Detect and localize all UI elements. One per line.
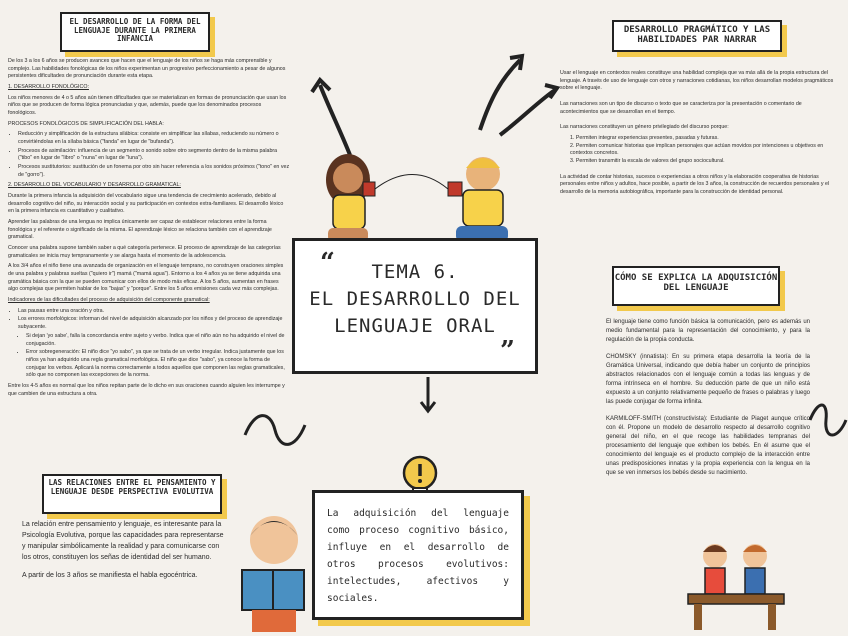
left-p3: Durante la primera infancia la adquisición del vocabulario sigue una tendencia de crecimiento acelerado, debido al desarrollo cognitivo del niño, su interacción social y su participación en contextos extra-familiares. El desarrollo léxico en la primera infancia es cuantitativo y cualitativo. <box>8 193 284 215</box>
list-item: 3. Permiten transmitir la escala de valores del grupo sociocultural. <box>570 158 725 165</box>
list-item: • Los errores morfológicos: informan del nivel de adquisición alcanzado por los niños y del proceso de aprendizaje subyacente. <box>18 316 290 331</box>
quote-close-icon: ” <box>500 336 515 366</box>
center-statement-box <box>312 490 524 620</box>
left-p1: De los 3 a los 6 años se producen avances que hacen que el lenguaje de los niños se haga más comprensible y complejo. Las habilidades fonológicas de los niños experimentan un progresivo perfeccionamiento a pesar de algunos persistentes dificultades de pronunciación durante esta etapa. <box>8 58 286 80</box>
main-title-line3: LENGUAJE ORAL <box>334 315 496 337</box>
phono-process-list <box>8 131 290 179</box>
left-column-text <box>8 58 290 401</box>
left-h4: Indicadores de las dificultades del proceso de adquisición del componente gramatical: <box>8 297 210 304</box>
left-h2: PROCESOS FONOLÓGICOS DE SIMPLIFICACIÓN DEL HABLA: <box>8 120 164 127</box>
left-bottom-p2: A partir de los 3 años se manifiesta el habla egocéntrica. <box>22 572 198 580</box>
center-statement: La adquisición del lenguaje como proceso cognitivo básico, influye en el desarrollo de otros procesos evolutivos: intelectudes, afectivos y sociales. <box>327 508 509 605</box>
title-box-pragmatico <box>612 20 782 52</box>
list-item: • Procesos de asimilación: influencia de un segmento o sonido sobre otro segmento dentro de la misma palabra ("tibo" en lugar de "libro" o "nuna" en lugar de "luna"). <box>18 148 290 163</box>
right-p3: Las narraciones constituyen un género privilegiado del discurso porque: <box>560 124 729 131</box>
left-bottom-text <box>22 520 228 585</box>
main-title-line1: TEMA 6. <box>371 261 459 283</box>
list-item: • Error sobregeneración: El niño dice "yo sabo", ya que se trata de un verbo irregular. Indica justamente que los niños ya han adquirido una regla gramatical morfológica. El niño que dice "sabo", ya conoce la forma de conjugar los verbos. Aplicará la norma correctamente a todos aquellos que componen las reglas gramaticales, sólo que no componen las excepciones de la norma. <box>26 349 290 380</box>
right-p1: Usar el lenguaje en contextos reales constituye una habilidad compleja que va más allá de la propia estructura del lenguaje. A través de uso de lenguaje con otros y narraciones cotidianas, los niños desarrollan modelos pragmáticos sobre el lenguaje. <box>560 70 834 92</box>
list-item: 2. Permiten comunicar historias que implican personajes que actúan movidos por intenciones u objetivos en contextos concretos. <box>570 142 824 157</box>
right-column-text <box>560 70 838 200</box>
left-bottom-p1: La relación entre pensamiento y lenguaje, es interesante para la Psicología Evolutiva, porque las capacidades para representarse y manipular simbólicamente la realidad y para comunicarse con los otros, constituyen los señas de identidad del ser humano. <box>22 521 224 561</box>
title-box-infancia <box>60 12 210 52</box>
right-p2: Las narraciones son un tipo de discurso o texto que se caracteriza por la presentación o comentario de acontecimientos que se desarrollan en el tiempo. <box>560 101 802 115</box>
list-item: 1. Permiten integrar experiencias presentes, pasadas y futuras. <box>570 135 719 142</box>
left-p7: Entre los 4-5 años es normal que los niños repitan parte de lo dicho en sus oraciones cuando alguien les interrumpe y que cambien de una estructura a otra. <box>8 382 285 397</box>
right-bottom-p1: El lenguaje tiene como función básica la comunicación, pero es además un medio fundamental para la representación del conocimiento, y para la regulación de la propia conducta. <box>606 319 810 343</box>
left-p4: Aprender las palabras de una lengua no implica únicamente ser capaz de establecer relaciones entre la forma fonológica y el referente o significado de la misma. El aprendizaje léxico se relaciona también con el aprendizaje gramatical. <box>8 219 272 241</box>
left-p2: Los niños menores de 4 o 5 años aún tienen dificultades que se materializan en formas de pronunciación que usan los niños que se producen de forma lógica pronunciadas y que, además, puede que los denominados procesos fonológicos. <box>8 94 287 117</box>
main-title-line2: EL DESARROLLO DEL <box>309 288 521 310</box>
left-h1: 1. DESARROLLO FONOLÓGICO: <box>8 84 89 91</box>
grammar-indicator-list <box>8 308 290 380</box>
left-h3: 2. DESARROLLO DEL VOCABULARIO Y DESARROLLO GRAMATICAL: <box>8 182 181 189</box>
left-p6: A los 3/4 años el niño tiene una avanzada de organización en el lenguaje temprano, no construyen oraciones simples de una palabra y palabras sueltas ("quiero ir") mamá ("mamá agua"). Entorno a los 4 años ya se tiene adquirida una gramática básica con la que se pueden comunicar con ellos de modo más eficaz. A los 5 años, aumentan en frases algo complejas que permiten hablar de los "bajas" y "porque". Entre los 5 años emisiones cada vez más complejas. <box>8 263 284 293</box>
title-infancia: EL DESARROLLO DE LA FORMA DEL LENGUAJE DURANTE LA PRIMERA INFANCIA <box>69 17 201 44</box>
title-relaciones: LAS RELACIONES ENTRE EL PENSAMIENTO Y LENGUAJE DESDE PERSPECTIVA EVOLUTIVA <box>48 478 216 496</box>
swirl-decoration <box>240 405 310 465</box>
title-box-relaciones <box>42 474 222 514</box>
list-item: • Si dejan 'yo sabe', falla la concordancia entre sujeto y verbo. Indica que el niño aún no ha adquirido el nivel de conjugación. <box>26 333 290 348</box>
list-item: • Reducción y simplificación de la estructura silábica: consiste en simplificar las sílabas, reduciendo su número o convirtiéndolas en la sílaba básica ("fanda" en lugar de "bufanda"). <box>18 131 290 146</box>
right-bottom-p2: CHOMSKY (innatista): En su primera etapa desarrolla la teoría de la Gramática Universal, indicando que debía haber un conjunto de principios abstractos relacionados con el lenguaje común a todas las lenguas y de forma intrínseca en el hombre. Su deducción parte de que un niño está expuesto a un conjunto relativamente pequeño de frases o palabras y luego las puede conjugar de forma infinita. <box>606 354 810 405</box>
narrative-list <box>560 135 838 166</box>
right-p4: La actividad de contar historias, sucesos o experiencias a otros niños y la elaboración cooperativa de historias personales entre niños y adultos, hace posible, a partir de los 3 años, la construcción de recuerdos personales y el desarrollo de la memoria autobiográfica, importante para la construcción de identidad personal. <box>560 173 830 196</box>
arrows-decoration <box>460 40 570 140</box>
arrow-down-icon <box>418 375 438 415</box>
title-box-como <box>612 266 780 306</box>
right-bottom-p3: KARMILOFF-SMITH (constructivista): Estudiante de Piaget aunque crítico con él. Propone un modelo de desarrollo respecto al desarrollo cognitivo general del niño, en el que recoge las habilidades tempranas del procesamiento del lenguaje que exhiben los bebés. En él asume que el conocimiento del lenguaje es el producto complejo de la interacción entre unas predisposiciones innatas y la propia experiencia con la lengua en la que se ven inmersos los bebés desde su nacimiento. <box>606 416 810 476</box>
boy-reading-illustration <box>232 508 312 634</box>
spring-decoration <box>808 395 848 445</box>
list-item: • Las pausas entre una oración y otra. <box>18 308 290 316</box>
list-item: • Procesos sustitutorios: sustitución de un fonema por otro sin hacer referencia a los sonidos próximos ("tono" en vez de "gorro"). <box>18 164 290 179</box>
title-como: CÓMO SE EXPLICA LA ADQUISICIÓN DEL LENGUAJE <box>614 273 778 294</box>
title-pragmatico: DESARROLLO PRAGMÁTICO Y LAS HABILIDADES PAR NARRAR <box>623 25 771 46</box>
kids-bench-illustration <box>680 536 790 634</box>
quote-open-icon: “ <box>320 248 335 278</box>
right-bottom-text <box>606 318 810 481</box>
left-p5: Conocer una palabra supone también saber a qué categoría pertenece. El proceso de aprendizaje de las categorías gramaticales se inicia muy tempranamente y se alarga hasta el momento de la adolescencia. <box>8 245 281 259</box>
